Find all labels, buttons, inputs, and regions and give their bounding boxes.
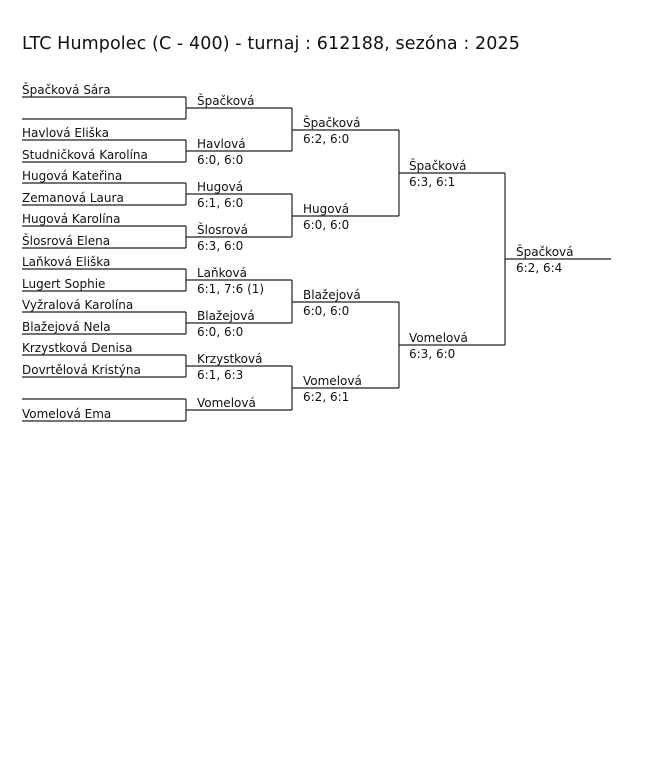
- tournament-winner: Špačková: [516, 245, 574, 259]
- match-score: 6:3, 6:0: [409, 347, 456, 361]
- match-winner: Špačková: [197, 94, 255, 108]
- match-winner: Špačková: [409, 159, 467, 173]
- match-score: 6:1, 6:0: [197, 196, 244, 210]
- match-winner: Hugová: [197, 180, 244, 194]
- player-name: Havlová Eliška: [22, 126, 110, 140]
- player-name: Laňková Eliška: [22, 255, 111, 269]
- match-winner: Hugová: [303, 202, 350, 216]
- match-score: 6:1, 7:6 (1): [197, 282, 265, 296]
- final-score: 6:2, 6:4: [516, 261, 563, 275]
- player-name: Špačková Sára: [22, 83, 111, 97]
- match-winner: Blažejová: [303, 288, 361, 302]
- match-winner: Laňková: [197, 266, 247, 280]
- match-score: 6:3, 6:0: [197, 239, 244, 253]
- match-winner: Vomelová: [303, 374, 362, 388]
- match-score: 6:1, 6:3: [197, 368, 244, 382]
- match-score: 6:2, 6:0: [303, 132, 350, 146]
- player-name: Zemanová Laura: [22, 191, 124, 205]
- match-score: 6:2, 6:1: [303, 390, 350, 404]
- player-name: Dovrtělová Kristýna: [22, 363, 141, 377]
- match-winner: Šlosrová: [197, 223, 249, 237]
- match-score: 6:0, 6:0: [303, 304, 350, 318]
- match-score: 6:3, 6:1: [409, 175, 456, 189]
- player-name: Blažejová Nela: [22, 320, 111, 334]
- player-name: Studničková Karolína: [22, 148, 148, 162]
- match-score: 6:0, 6:0: [197, 325, 244, 339]
- player-name: Lugert Sophie: [22, 277, 106, 291]
- match-winner: Blažejová: [197, 309, 255, 323]
- player-name: Šlosrová Elena: [22, 234, 111, 248]
- match-winner: Havlová: [197, 137, 246, 151]
- page-title: LTC Humpolec (C - 400) - turnaj : 612188, sezóna : 2025: [22, 34, 520, 54]
- match-winner: Špačková: [303, 116, 361, 130]
- match-winner: Vomelová: [409, 331, 468, 345]
- player-name: Krzystková Denisa: [22, 341, 133, 355]
- player-name: Vyžralová Karolína: [22, 298, 134, 312]
- match-winner: Vomelová: [197, 396, 256, 410]
- player-name: Hugová Karolína: [22, 212, 121, 226]
- match-score: 6:0, 6:0: [197, 153, 244, 167]
- match-score: 6:0, 6:0: [303, 218, 350, 232]
- player-name: Hugová Kateřina: [22, 169, 123, 183]
- match-winner: Krzystková: [197, 352, 263, 366]
- player-name: Vomelová Ema: [22, 407, 112, 421]
